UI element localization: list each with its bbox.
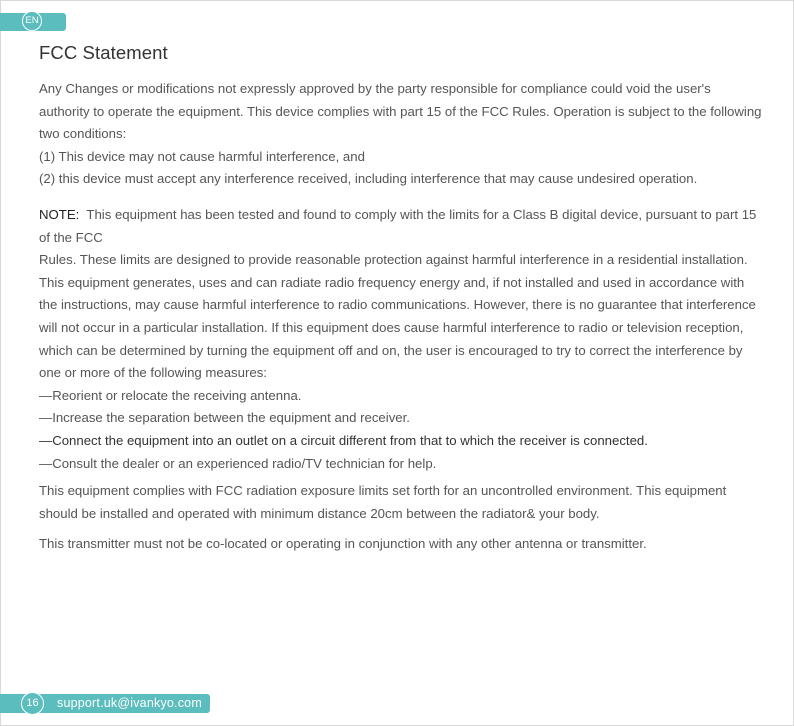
measure-item: —Connect the equipment into an outlet on a circuit different from that to which the receiver is connected. — [39, 432, 648, 448]
measure-item: —Consult the dealer or an experienced radio/TV technician for help. — [39, 455, 437, 471]
measure-item: —Increase the separation between the equipment and receiver. — [39, 410, 410, 426]
condition-item-2: (2) this device must accept any interference received, including interference that may cause undesired operation. — [39, 171, 698, 187]
radiation-exposure-paragraph: This equipment complies with FCC radiation exposure limits set forth for an uncontrolled environment. This equipment should be installed and operated with minimum distance 20cm between the radiator& your body. — [39, 483, 727, 521]
note-label: NOTE: — [39, 206, 80, 222]
note-paragraph — [39, 204, 764, 249]
note-text-2: Rules. These limits are designed to provide reasonable protection against harmful interference in a residential installation. This equipment generates, uses and can radiate radio frequency energy and, if not installed and used in accordance with the instructions, may cause harmful interference to radio communications. However, there is no guarantee that interference will not occur in a particular installation. If this equipment does cause harmful interference to radio or television reception, which can be determined by turning the equipment off and on, the user is encouraged to try to correct the interference by one or more of the following measures: — [39, 252, 756, 381]
support-email-link[interactable]: support.uk@ivankyo.com — [57, 696, 202, 710]
measure-item: —Reorient or relocate the receiving antenna. — [39, 387, 302, 403]
document-body — [39, 78, 764, 556]
page-number-badge: 16 — [21, 692, 44, 715]
co-location-paragraph: This transmitter must not be co-located or operating in conjunction with any other antenna or transmitter. — [39, 536, 647, 552]
page-title: FCC Statement — [39, 42, 168, 63]
note-text-1: This equipment has been tested and found to comply with the limits for a Class B digital device, pursuant to part 15 of the FCC — [39, 206, 757, 245]
condition-item-1: (1) This device may not cause harmful interference, and — [39, 148, 365, 164]
language-badge: EN — [22, 11, 42, 31]
compliance-paragraph: Any Changes or modifications not expressly approved by the party responsible for compliance could void the user's authority to operate the equipment. This device complies with part 15 of the FCC Rules. Operation is subject to the following two conditions: — [39, 81, 762, 142]
